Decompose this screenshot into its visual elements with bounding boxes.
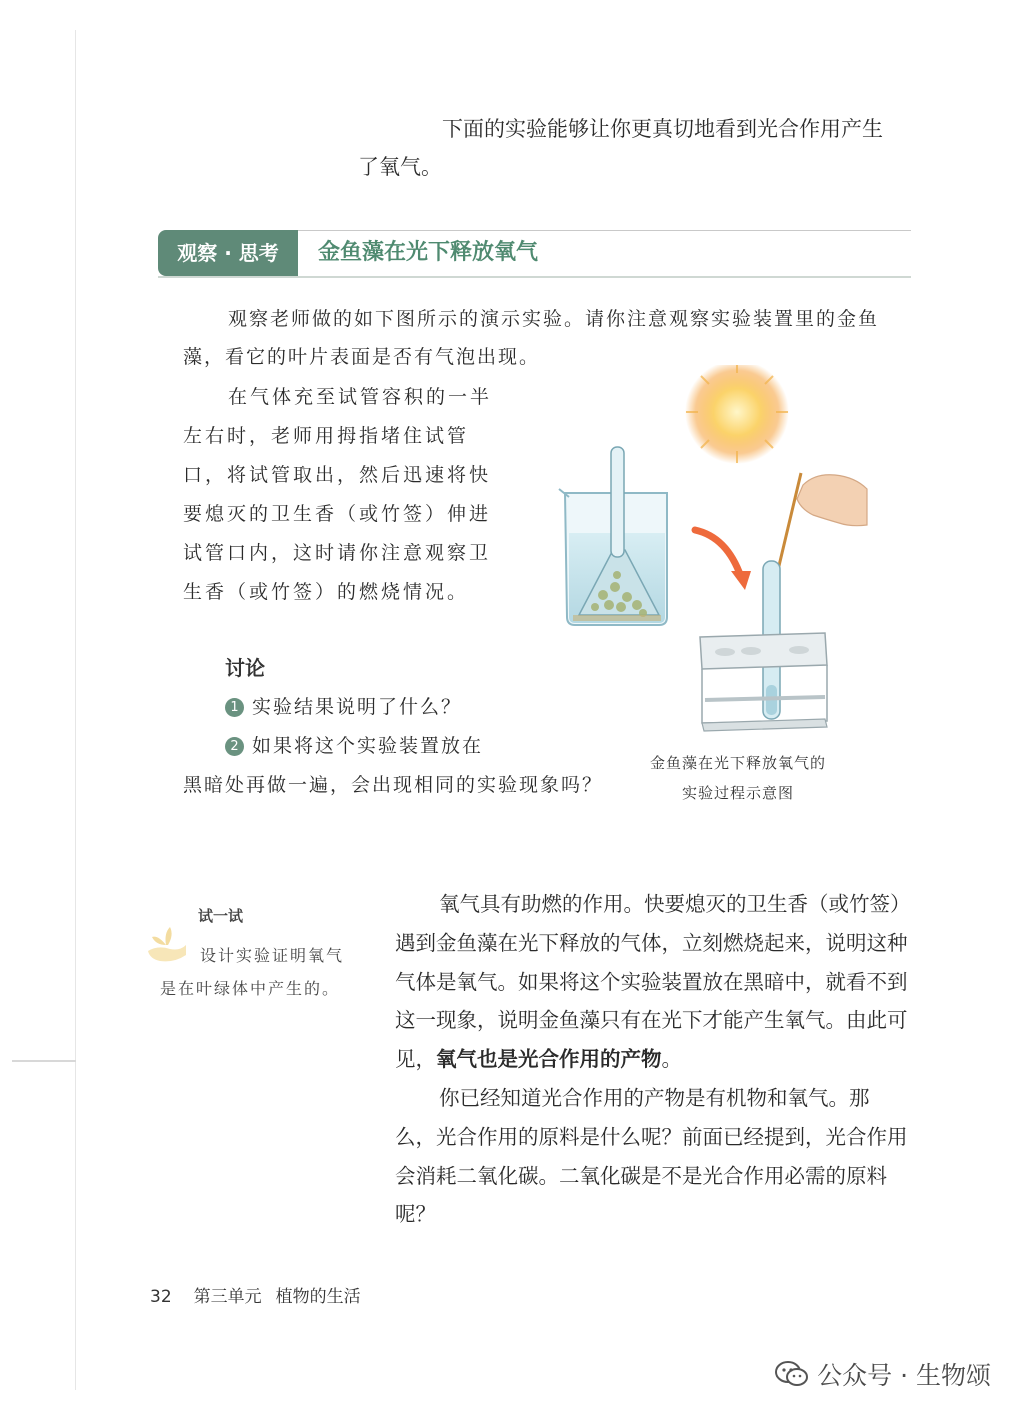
discussion-heading: 讨论 [225, 656, 265, 680]
demo-paragraph [183, 378, 508, 612]
arrow-icon [695, 530, 751, 590]
unit-label: 第三单元 [193, 1287, 262, 1307]
caption-line-2: 实验过程示意图 [681, 784, 794, 802]
question-2-text-a: 如果将这个实验装置放在 [252, 735, 484, 757]
section-header [158, 230, 911, 278]
test-tube-rack-icon [700, 561, 827, 731]
body-para-2: 你已经知道光合作用的产物是有机物和氧气。那么，光合作用的原料是什么呢？前面已经提到，光合作用会消耗二氧化碳。二氧化碳是不是光合作用必需的原料呢？ [395, 1085, 908, 1227]
number-badge-2: 2 [225, 737, 244, 756]
hand-icon [769, 473, 867, 608]
chapter-label: 植物的生活 [275, 1287, 361, 1307]
body-para-1 [395, 885, 910, 1079]
body-para-1-end: 。 [661, 1047, 682, 1072]
question-2 [225, 727, 483, 766]
body-text [395, 885, 910, 1234]
section-tag: 观察 · 思考 [158, 230, 298, 276]
sun-icon [685, 365, 789, 464]
section-title: 金鱼藻在光下释放氧气 [318, 240, 539, 265]
margin-tick [12, 1060, 76, 1062]
beaker-icon [559, 447, 667, 625]
question-2-continued [183, 766, 603, 805]
experiment-illustration [555, 365, 870, 750]
watermark-text: 公众号 · 生物颂 [817, 1361, 991, 1390]
wechat-icon [775, 1360, 809, 1388]
page-margin-rule [75, 30, 76, 1390]
intro-paragraph [358, 110, 915, 186]
body-para-1-text: 氧气具有助燃的作用。快要熄灭的卫生香（或竹签）遇到金鱼藻在光下释放的气体，立刻燃烧起来，说明这种气体是氧气。如果将这个实验装置放在黑暗中，就看不到这一现象，说明金鱼藻只有在光下才能产生氧气。由此可见， [395, 892, 908, 1072]
try-it-text [160, 939, 360, 1005]
header-bottom-rule [158, 276, 911, 278]
page-number: 32 [150, 1287, 172, 1307]
watermark [775, 1356, 991, 1392]
try-it-title: 试一试 [198, 907, 244, 925]
demo-text: 在气体充至试管容积的一半左右时，老师用拇指堵住试管口，将试管取出，然后迅速将快要熄灭的卫生香（或竹签）伸进试管口内，这时请你注意观察卫生香（或竹签）的燃烧情况。 [183, 386, 493, 603]
body-para-1-bold: 氧气也是光合作用的产物 [436, 1047, 662, 1072]
question-2-text-b: 黑暗处再做一遍，会出现相同的实验现象吗？ [183, 774, 604, 796]
observe-text: 观察老师做的如下图所示的演示实验。请你注意观察实验装置里的金鱼藻，看它的叶片表面是否有气泡出现。 [183, 308, 880, 368]
number-badge-1: 1 [225, 698, 244, 717]
page-footer [150, 1282, 361, 1307]
intro-line-1: 下面的实验能够让你更真切地看到光合作用产生 [442, 117, 883, 141]
question-1-text: 实验结果说明了什么？ [252, 696, 463, 718]
question-1 [225, 688, 462, 727]
caption-line-1: 金鱼藻在光下释放氧气的 [649, 754, 826, 772]
figure-caption [628, 748, 848, 808]
intro-line-2: 了氧气。 [358, 155, 442, 179]
try-it-body: 设计实验证明氧气是在叶绿体中产生的。 [160, 946, 345, 998]
